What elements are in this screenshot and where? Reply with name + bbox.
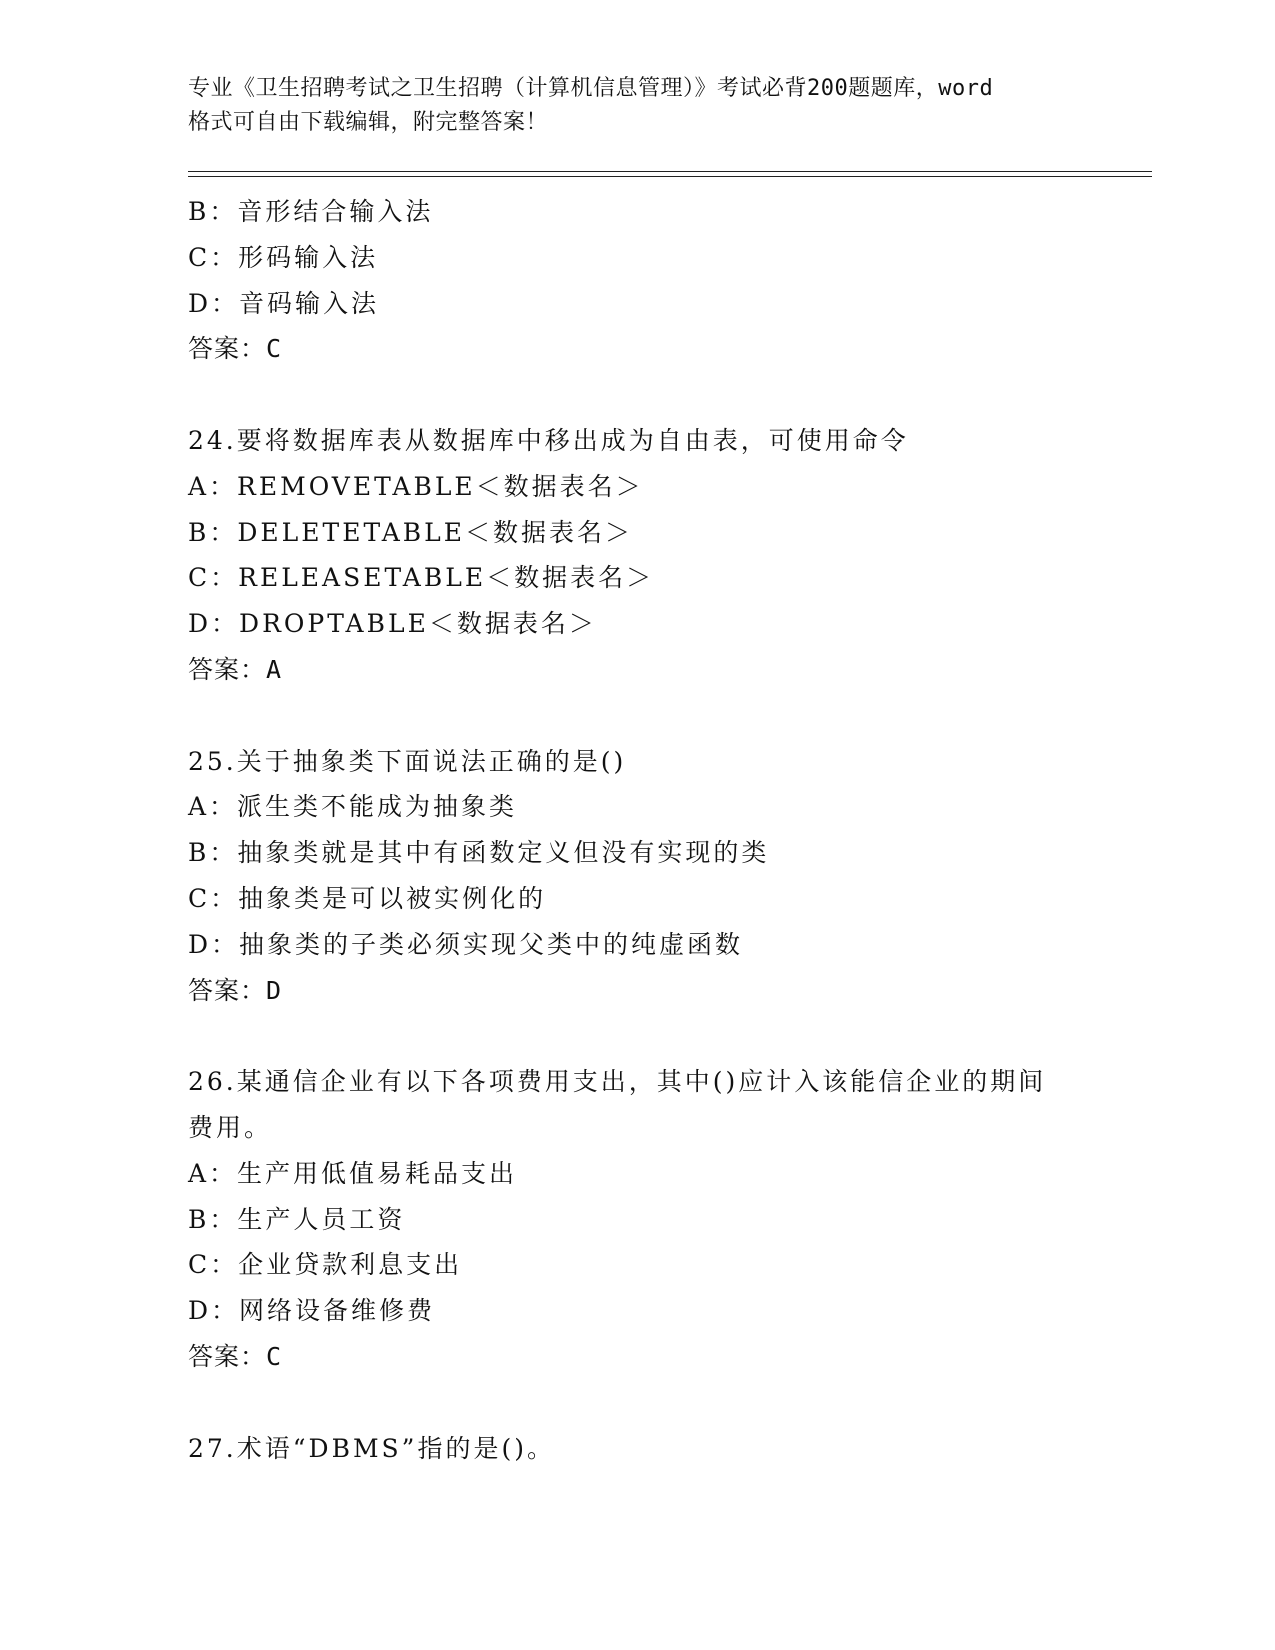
- question-stem: 27.术语“DBMS”指的是()。: [188, 1433, 555, 1463]
- question-27: [188, 1426, 1118, 1472]
- header-line-2: 格式可自由下载编辑，附完整答案！: [188, 110, 549, 135]
- option-a: A：派生类不能成为抽象类: [188, 792, 518, 822]
- question-stem: 25.关于抽象类下面说法正确的是(): [188, 746, 627, 776]
- question-26: [188, 1059, 1118, 1380]
- option-d: D：网络设备维修费: [188, 1296, 436, 1326]
- question-stem-line-1: 26.某通信企业有以下各项费用支出，其中()应计入该能信企业的期间: [188, 1067, 1047, 1097]
- question-spacer: [188, 693, 1118, 739]
- question-stem-line-2: 费用。: [188, 1112, 273, 1142]
- answer-label: 答案：: [188, 975, 267, 1005]
- question-stem: 24.要将数据库表从数据库中移出成为自由表，可使用命令: [188, 425, 909, 455]
- answer-label: 答案：: [188, 334, 267, 364]
- answer-label: 答案：: [188, 654, 267, 684]
- question-list: [188, 189, 1118, 1471]
- option-c: C：形码输入法: [188, 242, 379, 272]
- answer-line: [188, 1334, 1118, 1380]
- option-d: D：DROPTABLE＜数据表名＞: [188, 609, 597, 639]
- answer-line: [188, 647, 1118, 693]
- header-line-1: 专业《卫生招聘考试之卫生招聘（计算机信息管理）》考试必背200题题库，word: [188, 76, 994, 101]
- header-divider-bottom: [188, 176, 1152, 177]
- option-c: C：RELEASETABLE＜数据表名＞: [188, 563, 655, 593]
- option-b: B：音形结合输入法: [188, 197, 434, 226]
- answer-line: [188, 968, 1118, 1014]
- question-spacer: [188, 1380, 1118, 1426]
- option-d: D：抽象类的子类必须实现父类中的纯虚函数: [188, 929, 744, 959]
- answer-line: [188, 326, 1118, 372]
- option-b: B：生产人员工资: [188, 1204, 406, 1234]
- question-24: [188, 418, 1118, 693]
- question-spacer: [188, 372, 1118, 418]
- option-b: B：DELETETABLE＜数据表名＞: [188, 517, 634, 547]
- option-b: B：抽象类就是其中有函数定义但没有实现的类: [188, 838, 770, 868]
- document-header: [188, 72, 1088, 140]
- question-spacer: [188, 1013, 1118, 1059]
- answer-value: A: [266, 654, 283, 684]
- option-c: C：抽象类是可以被实例化的: [188, 883, 547, 913]
- option-a: A：生产用低值易耗品支出: [188, 1158, 518, 1188]
- header-divider-top: [188, 171, 1152, 172]
- option-a: A：REMOVETABLE＜数据表名＞: [188, 471, 644, 501]
- answer-label: 答案：: [188, 1341, 267, 1371]
- option-c: C：企业贷款利息支出: [188, 1250, 463, 1280]
- question-23-partial: [188, 189, 1118, 372]
- answer-value: C: [266, 1341, 283, 1371]
- option-d: D：音码输入法: [188, 288, 380, 318]
- question-25: [188, 739, 1118, 1014]
- answer-value: D: [266, 975, 283, 1005]
- answer-value: C: [266, 334, 283, 364]
